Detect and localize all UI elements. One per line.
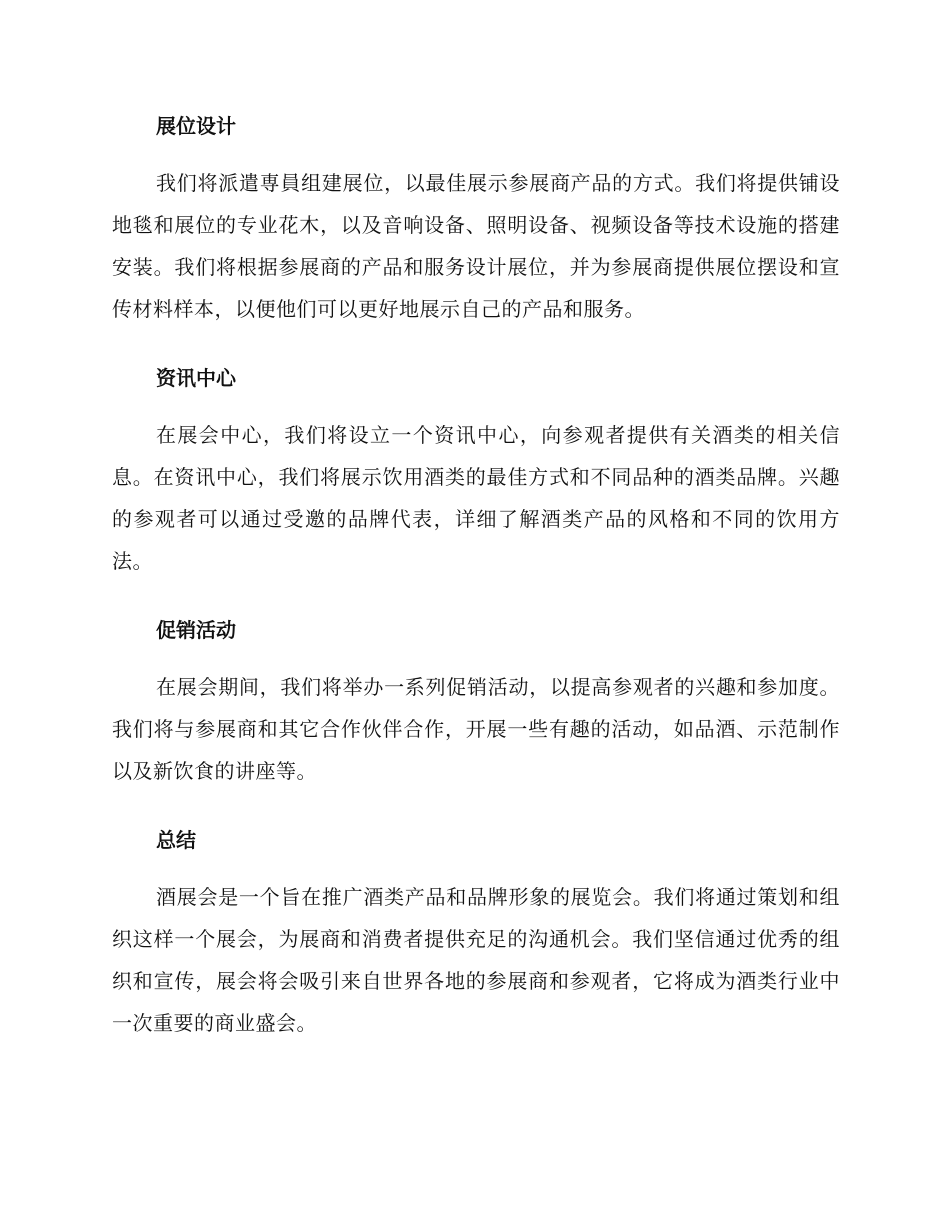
section-heading: 促销活动 [156,618,236,642]
section-paragraph: 在展会期间，我们将举办一系列促销活动，以提高参观者的兴趣和参加度。我们将与参展商和其它合作伙伴合作，开展一些有趣的活动，如品酒、示范制作以及新饮食的讲座等。 [112,675,840,783]
section-heading: 资讯中心 [156,366,236,390]
section-heading: 展位设计 [156,114,236,138]
section-summary [112,818,840,1044]
section-paragraph: 酒展会是一个旨在推广酒类产品和品牌形象的展览会。我们将通过策划和组织这样一个展会，为展商和消费者提供充足的沟通机会。我们坚信通过优秀的组织和宣传，展会将会吸引来自世界各地的参展商和参观者，它将成为酒类行业中一次重要的商业盛会。 [112,885,840,1035]
section-heading: 总结 [156,828,196,852]
section-booth-design [112,104,840,356]
section-info-center [112,356,840,608]
section-paragraph: 在展会中心，我们将设立一个资讯中心，向参观者提供有关酒类的相关信息。在资讯中心，我们将展示饮用酒类的最佳方式和不同品种的酒类品牌。兴趣的参观者可以通过受邀的品牌代表，详细了解酒类产品的风格和不同的饮用方法。 [112,423,840,573]
section-promotions [112,608,840,818]
document-page [112,104,840,1044]
section-paragraph: 我们将派遣専員组建展位，以最佳展示参展商产品的方式。我们将提供铺设地毯和展位的专业花木，以及音响设备、照明设备、视频设备等技术设施的搭建安装。我们将根据参展商的产品和服务设计展位，并为参展商提供展位摆设和宣传材料样本，以便他们可以更好地展示自己的产品和服务。 [112,171,840,321]
